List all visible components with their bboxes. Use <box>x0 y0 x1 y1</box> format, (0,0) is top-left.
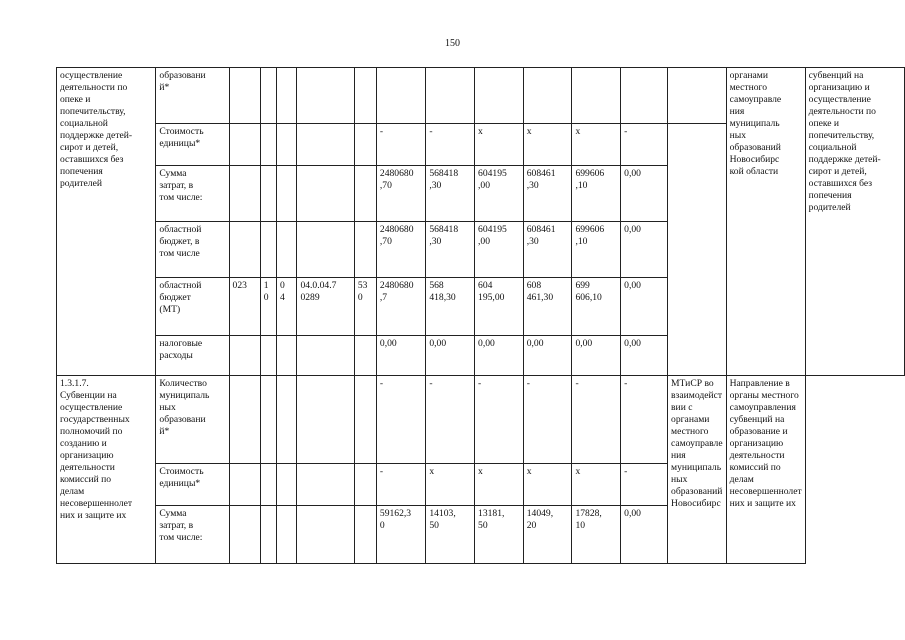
value-cell <box>276 506 296 564</box>
value-cell: х <box>523 464 572 506</box>
value-cell: - <box>621 376 668 464</box>
value-cell: - <box>621 464 668 506</box>
value-cell <box>276 376 296 464</box>
value-cell: 023 <box>229 278 260 336</box>
activity-name-cell: осуществление деятельности по опеке и попечительству, социальной поддержке детей- сирот и детей, оставшихся без попечения родителей <box>57 68 156 376</box>
value-cell: 0,00 <box>426 336 475 376</box>
value-cell: 0,00 <box>523 336 572 376</box>
value-cell <box>354 68 376 124</box>
value-cell <box>229 68 260 124</box>
value-cell <box>260 124 276 166</box>
value-cell: х <box>523 124 572 166</box>
result-cell: Направление в органы местного самоуправления субвенций на образование и организацию деятельности комиссий по делам несовершеннолет них и защите их <box>726 376 805 564</box>
value-cell: 0,00 <box>621 166 668 222</box>
value-cell <box>229 222 260 278</box>
value-cell <box>621 68 668 124</box>
value-cell <box>260 506 276 564</box>
value-cell <box>297 336 354 376</box>
value-cell: 699 606,10 <box>572 278 621 336</box>
value-cell <box>297 222 354 278</box>
executor-cell: МТиСР во взаимодейст вии с органами местного самоуправле ния муниципаль ных образований Новосибирс <box>668 376 727 564</box>
value-cell: 699606 ,10 <box>572 222 621 278</box>
value-cell <box>426 68 475 124</box>
value-cell <box>260 222 276 278</box>
value-cell: 604 195,00 <box>475 278 524 336</box>
value-cell: 699606 ,10 <box>572 166 621 222</box>
value-cell <box>297 166 354 222</box>
value-cell: 2480680 ,7 <box>376 278 425 336</box>
value-cell: х <box>475 464 524 506</box>
value-cell <box>276 124 296 166</box>
value-cell: - <box>621 124 668 166</box>
value-cell <box>297 68 354 124</box>
row-1-1-obrazovaniy <box>57 68 905 124</box>
indicator-cell: налоговые расходы <box>156 336 229 376</box>
value-cell <box>260 68 276 124</box>
indicator-cell: областной бюджет (МТ) <box>156 278 229 336</box>
value-cell <box>260 464 276 506</box>
value-cell <box>297 506 354 564</box>
value-cell: 0,00 <box>621 506 668 564</box>
value-cell: 2480680 ,70 <box>376 222 425 278</box>
value-cell <box>229 166 260 222</box>
value-cell <box>297 124 354 166</box>
value-cell <box>229 336 260 376</box>
value-cell <box>376 68 425 124</box>
value-cell: 0,00 <box>621 278 668 336</box>
value-cell: 608461 ,30 <box>523 166 572 222</box>
value-cell <box>229 376 260 464</box>
value-cell <box>276 166 296 222</box>
value-cell: 568 418,30 <box>426 278 475 336</box>
value-cell <box>260 336 276 376</box>
value-cell <box>276 464 296 506</box>
value-cell: 568418 ,30 <box>426 166 475 222</box>
value-cell: - <box>376 376 425 464</box>
value-cell <box>354 506 376 564</box>
value-cell: 0,00 <box>475 336 524 376</box>
value-cell: - <box>572 376 621 464</box>
row-2-1-kolichestvo <box>57 376 905 464</box>
value-cell: х <box>426 464 475 506</box>
page-number: 150 <box>445 38 460 49</box>
value-cell <box>668 68 727 124</box>
value-cell: 608 461,30 <box>523 278 572 336</box>
executor-cell: органами местного самоуправле ния муниципаль ных образований Новосибирс кой области <box>726 68 805 376</box>
value-cell <box>229 124 260 166</box>
value-cell <box>276 336 296 376</box>
value-cell <box>354 464 376 506</box>
value-cell: - <box>523 376 572 464</box>
value-cell: 17828, 10 <box>572 506 621 564</box>
value-cell: 604195 ,00 <box>475 222 524 278</box>
value-cell: 59162,3 0 <box>376 506 425 564</box>
value-cell: 604195 ,00 <box>475 166 524 222</box>
value-cell <box>354 376 376 464</box>
value-cell: - <box>426 376 475 464</box>
value-cell: х <box>572 464 621 506</box>
value-cell <box>229 506 260 564</box>
value-cell <box>260 376 276 464</box>
indicator-cell: областной бюджет, в том числе <box>156 222 229 278</box>
value-cell: 53 0 <box>354 278 376 336</box>
value-cell: 0,00 <box>376 336 425 376</box>
indicator-cell: Стоимость единицы* <box>156 124 229 166</box>
value-cell <box>572 68 621 124</box>
value-cell: 608461 ,30 <box>523 222 572 278</box>
value-cell <box>354 166 376 222</box>
value-cell <box>354 336 376 376</box>
value-cell <box>276 222 296 278</box>
value-cell: - <box>376 124 425 166</box>
indicator-cell: Сумма затрат, в том числе: <box>156 506 229 564</box>
value-cell <box>276 68 296 124</box>
value-cell: - <box>426 124 475 166</box>
value-cell <box>523 68 572 124</box>
value-cell: 2480680 ,70 <box>376 166 425 222</box>
value-cell: 0,00 <box>621 336 668 376</box>
value-cell <box>297 376 354 464</box>
value-cell: 14049, 20 <box>523 506 572 564</box>
value-cell: 1 0 <box>260 278 276 336</box>
value-cell <box>297 464 354 506</box>
value-cell: 04.0.04.7 0289 <box>297 278 354 336</box>
value-cell: 0 4 <box>276 278 296 336</box>
indicator-cell: Сумма затрат, в том числе: <box>156 166 229 222</box>
value-cell <box>475 68 524 124</box>
value-cell: - <box>376 464 425 506</box>
value-cell <box>354 124 376 166</box>
result-cell: субвенций на организацию и осуществление деятельности по опеке и попечительству, социальной поддержке детей- сирот и детей, оставшихся без попечения родителей <box>805 68 904 376</box>
value-cell <box>260 166 276 222</box>
indicator-cell: Количество муниципаль ных образовани й* <box>156 376 229 464</box>
program-activities-table <box>56 67 905 564</box>
value-cell: 568418 ,30 <box>426 222 475 278</box>
value-cell: х <box>572 124 621 166</box>
activity-name-cell: 1.3.1.7. Субвенции на осуществление государственных полномочий по созданию и организацию деятельности комиссий по делам несовершеннолет них и защите их <box>57 376 156 564</box>
value-cell: 13181, 50 <box>475 506 524 564</box>
value-cell: х <box>475 124 524 166</box>
value-cell: 14103, 50 <box>426 506 475 564</box>
indicator-cell: образовани й* <box>156 68 229 124</box>
value-cell: 0,00 <box>621 222 668 278</box>
value-cell <box>229 464 260 506</box>
value-cell <box>354 222 376 278</box>
indicator-cell: Стоимость единицы* <box>156 464 229 506</box>
value-cell: - <box>475 376 524 464</box>
value-cell: 0,00 <box>572 336 621 376</box>
